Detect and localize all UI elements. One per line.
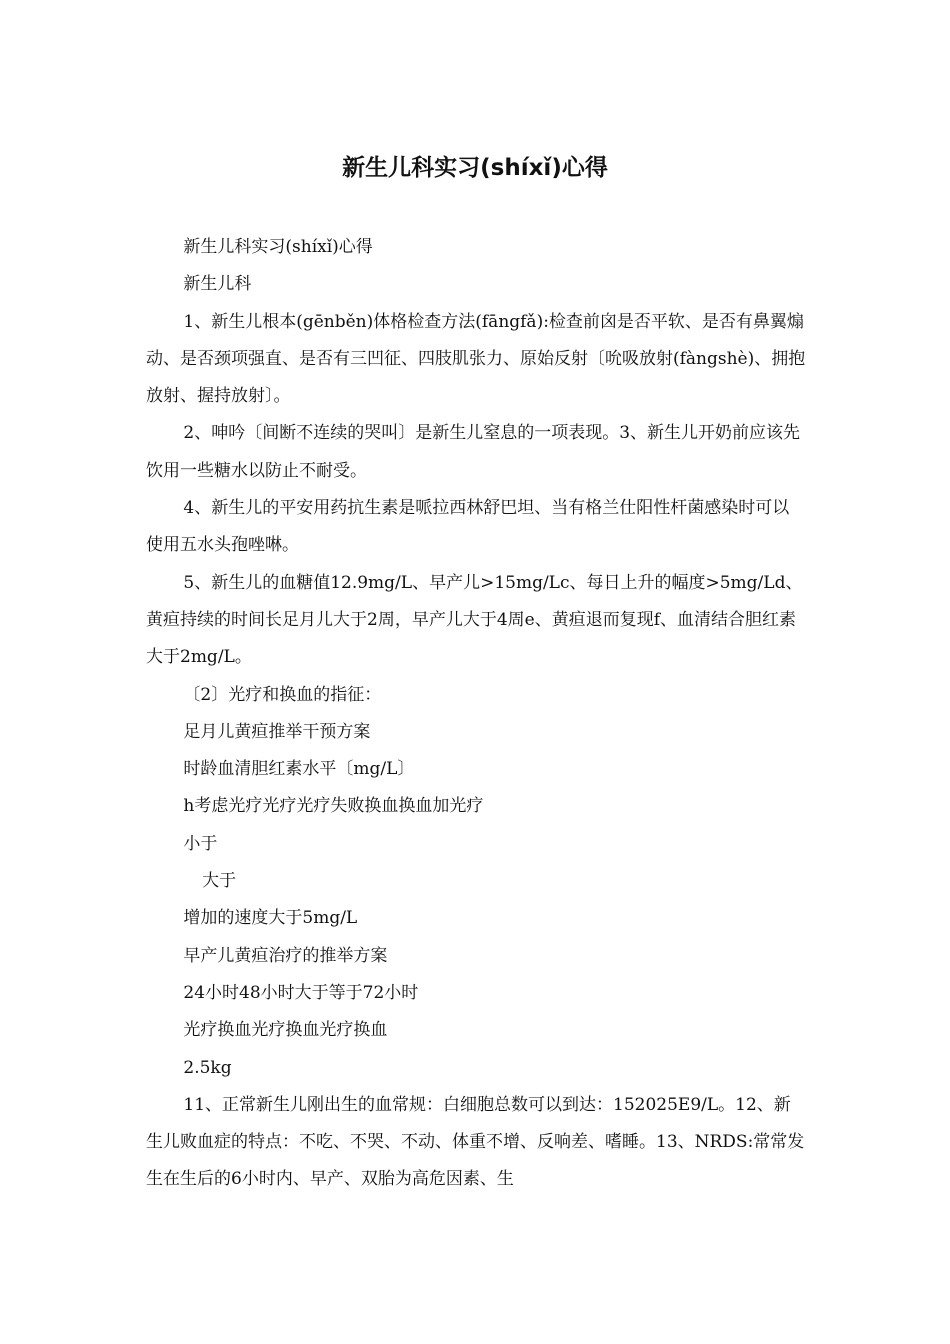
paragraph-less-than: 小于 bbox=[183, 833, 218, 854]
paragraph-preterm-plan: 早产儿黄疸治疗的推举方案 bbox=[183, 945, 388, 966]
paragraph-item-11-13: 11、正常新生儿刚出生的血常规：白细胞总数可以到达：152025E9/L。12、新生儿败血症的特点：不吃、不哭、不动、体重不增、反响差、嗜睡。13、NRDS:常常发生在生后的6小时内、早产、双胎为高危因素、生 bbox=[146, 1094, 805, 1190]
paragraph-weight: 2.5kg bbox=[183, 1057, 232, 1078]
paragraph-table-header: h考虑光疗光疗光疗失败换血换血加光疗 bbox=[183, 796, 484, 817]
paragraph-rate: 增加的速度大于5mg/L bbox=[183, 908, 358, 929]
paragraph-bilirubin-level: 时龄血清胆红素水平〔mg/L〕 bbox=[183, 759, 415, 780]
paragraph-term-plan: 足月儿黄疸推举干预方案 bbox=[183, 721, 371, 742]
paragraph-item-2-3: 2、呻吟〔间断不连续的哭叫〕是新生儿窒息的一项表现。3、新生儿开奶前应该先饮用一些糖水以防止不耐受。 bbox=[146, 423, 801, 481]
paragraph-phototherapy-heading: 〔2〕光疗和换血的指征： bbox=[183, 684, 382, 705]
document-title: 新生儿科实习(shíxǐ)心得 bbox=[342, 155, 608, 181]
paragraph-item-5: 5、新生儿的血糖值12.9mg/L、早产儿>15mg/Lc、每日上升的幅度>5mg/Ld、黄疸持续的时间长足月儿大于2周，早产儿大于4周e、黄疸退而复现f、血清结合胆红素大于2mg/L。 bbox=[146, 572, 803, 668]
paragraph-treatments: 光疗换血光疗换血光疗换血 bbox=[183, 1020, 388, 1041]
paragraph-greater-than: 大于 bbox=[202, 871, 237, 892]
paragraph-hours: 24小时48小时大于等于72小时 bbox=[183, 982, 419, 1003]
paragraph-item-4: 4、新生儿的平安用药抗生素是哌拉西林舒巴坦、当有格兰仕阳性杆菌感染时可以使用五水头孢唑啉。 bbox=[146, 498, 790, 556]
paragraph-department: 新生儿科 bbox=[183, 274, 252, 295]
paragraph-subtitle: 新生儿科实习(shíxǐ)心得 bbox=[183, 237, 373, 257]
document-body bbox=[146, 229, 806, 1199]
paragraph-item-1: 1、新生儿根本(gēnběn)体格检查方法(fāngfǎ):检查前囟是否平软、是否有鼻翼煽动、是否颈项强直、是否有三凹征、四肢肌张力、原始反射〔吮吸放射(fàngshè)、拥抱放射、握持放射〕。 bbox=[146, 311, 806, 407]
